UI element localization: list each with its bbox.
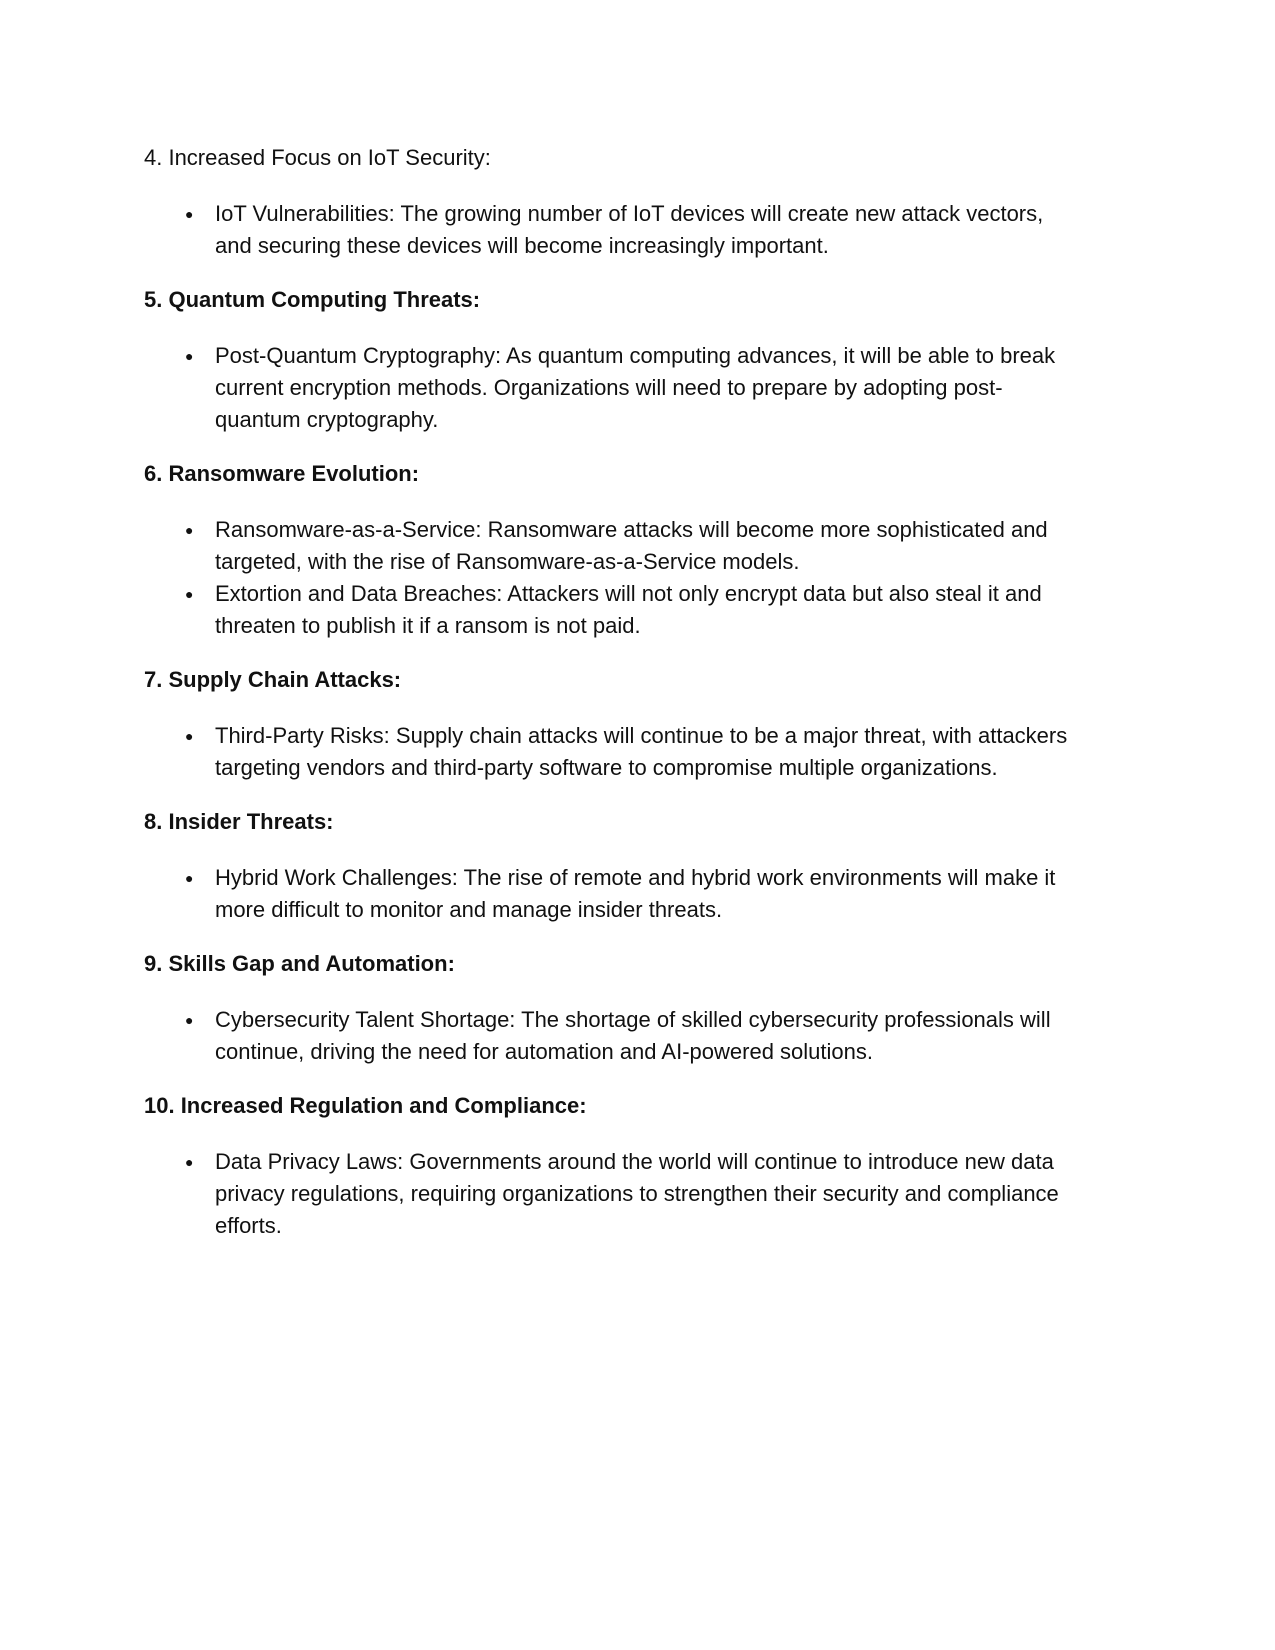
bullet-item	[185, 514, 1130, 578]
section-quantum-computing	[144, 284, 1130, 436]
bullet-list	[144, 198, 1130, 262]
section-insider-threats	[144, 806, 1130, 926]
bullet-list	[144, 340, 1130, 436]
bullet-text: Cybersecurity Talent Shortage: The shortage of skilled cybersecurity professionals will continue, driving the need for automation and AI-powered solutions.	[215, 1007, 1051, 1064]
bullet-text: Ransomware-as-a-Service: Ransomware attacks will become more sophisticated and targeted, with the rise of Ransomware-as-a-Service models.	[215, 517, 1048, 574]
bullet-dot-icon: ●	[185, 586, 194, 602]
bullet-item	[185, 720, 1130, 784]
section-heading: 6. Ransomware Evolution:	[144, 461, 420, 486]
section-heading: 9. Skills Gap and Automation:	[144, 951, 455, 976]
bullet-dot-icon: ●	[185, 206, 194, 222]
bullet-item	[185, 198, 1130, 262]
bullet-item	[185, 862, 1130, 926]
bullet-item	[185, 1146, 1130, 1242]
bullet-list	[144, 514, 1130, 642]
bullet-text: Hybrid Work Challenges: The rise of remote and hybrid work environments will make it more difficult to monitor and manage insider threats.	[215, 865, 1056, 922]
bullet-list	[144, 862, 1130, 926]
bullet-dot-icon: ●	[185, 1012, 194, 1028]
section-supply-chain	[144, 664, 1130, 784]
section-heading: 4. Increased Focus on IoT Security:	[144, 145, 491, 170]
bullet-text: Third-Party Risks: Supply chain attacks will continue to be a major threat, with attackers targeting vendors and third-party software to compromise multiple organizations.	[215, 723, 1068, 780]
bullet-dot-icon: ●	[185, 1154, 194, 1170]
section-regulation-compliance	[144, 1090, 1130, 1242]
bullet-list	[144, 1004, 1130, 1068]
section-iot-security	[144, 142, 1130, 262]
bullet-text: Data Privacy Laws: Governments around the world will continue to introduce new data privacy regulations, requiring organizations to strengthen their security and compliance efforts.	[215, 1149, 1059, 1238]
bullet-text: Post-Quantum Cryptography: As quantum computing advances, it will be able to break current encryption methods. Organizations will need to prepare by adopting post-quantum cryptography.	[215, 343, 1056, 432]
section-skills-gap	[144, 948, 1130, 1068]
bullet-text: Extortion and Data Breaches: Attackers will not only encrypt data but also steal it and threaten to publish it if a ransom is not paid.	[215, 581, 1042, 638]
bullet-dot-icon: ●	[185, 348, 194, 364]
bullet-item	[185, 340, 1130, 436]
bullet-list	[144, 720, 1130, 784]
bullet-item	[185, 1004, 1130, 1068]
section-heading: 5. Quantum Computing Threats:	[144, 287, 481, 312]
bullet-dot-icon: ●	[185, 522, 194, 538]
section-heading: 7. Supply Chain Attacks:	[144, 667, 402, 692]
bullet-list	[144, 1146, 1130, 1242]
section-heading: 8. Insider Threats:	[144, 809, 334, 834]
section-ransomware-evolution	[144, 458, 1130, 642]
bullet-dot-icon: ●	[185, 728, 194, 744]
bullet-item	[185, 578, 1130, 642]
bullet-text: IoT Vulnerabilities: The growing number of IoT devices will create new attack vectors, and securing these devices will become increasingly important.	[215, 201, 1044, 258]
bullet-dot-icon: ●	[185, 870, 194, 886]
section-heading: 10. Increased Regulation and Compliance:	[144, 1093, 587, 1118]
